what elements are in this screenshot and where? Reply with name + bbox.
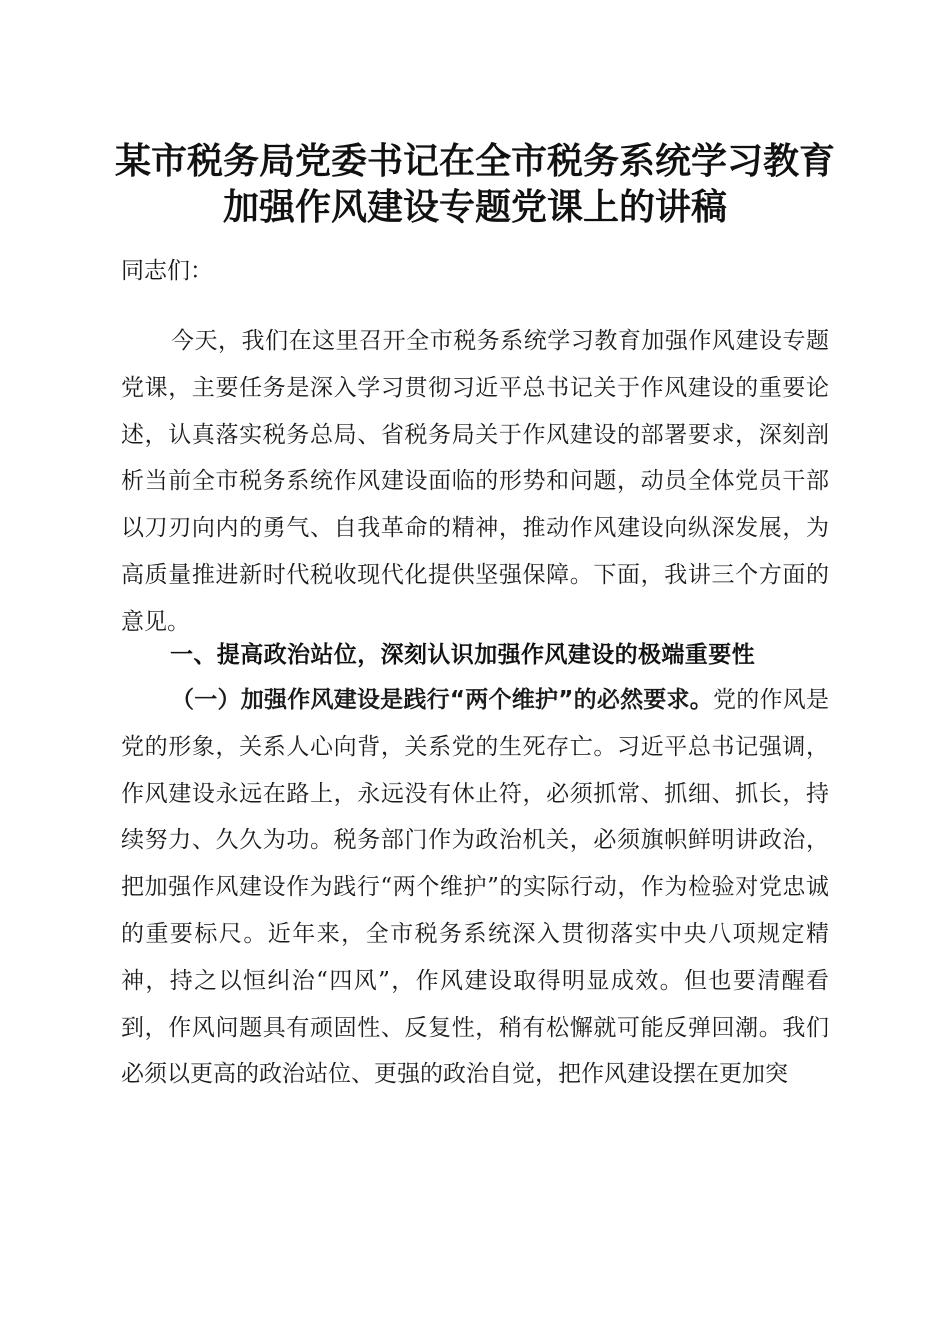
paragraph-section-1-1	[121, 677, 829, 1098]
subsection-body-1: 党的作风是党的形象，关系人心向背，关系党的生死存亡。习近平总书记强调，作风建设永远在路上，永远没有休止符，必须抓常、抓细、抓长，持续努力、久久为功。税务部门作为政治机关，必须旗帜鲜明讲政治，把加强作风建设作为践行“两个维护”的实际行动，作为检验对党忠诚的重要标尺。近年来，全市税务系统深入贯彻落实中央八项规定精神，持之以恒纠治“四风”，作风建设取得明显成效。但也要清醒看到，作风问题具有顽固性、反复性，稍有松懈就可能反弹回潮。我们必须以更高的政治站位、更强的政治自觉，把作风建设摆在更加突	[121, 687, 830, 1088]
paragraph-intro: 今天，我们在这里召开全市税务系统学习教育加强作风建设专题党课，主要任务是深入学习贯彻习近平总书记关于作风建设的重要论述，认真落实税务总局、省税务局关于作风建设的部署要求，深刻剖析当前全市税务系统作风建设面临的形势和问题，动员全体党员干部以刀刃向内的勇气、自我革命的精神，推动作风建设向纵深发展，为高质量推进新时代税收现代化提供坚强保障。下面，我讲三个方面的意见。	[121, 328, 829, 635]
document-title-line-2: 加强作风建设专题党课上的讲稿	[222, 186, 727, 228]
subsection-heading-1: （一）加强作风建设是践行“两个维护”的必然要求。	[171, 687, 714, 713]
document-title-line-1: 某市税务局党委书记在全市税务系统学习教育	[114, 140, 835, 182]
section-heading-1: 一、提高政治站位，深刻认识加强作风建设的极端重要性	[170, 642, 755, 668]
salutation: 同志们：	[121, 258, 213, 284]
